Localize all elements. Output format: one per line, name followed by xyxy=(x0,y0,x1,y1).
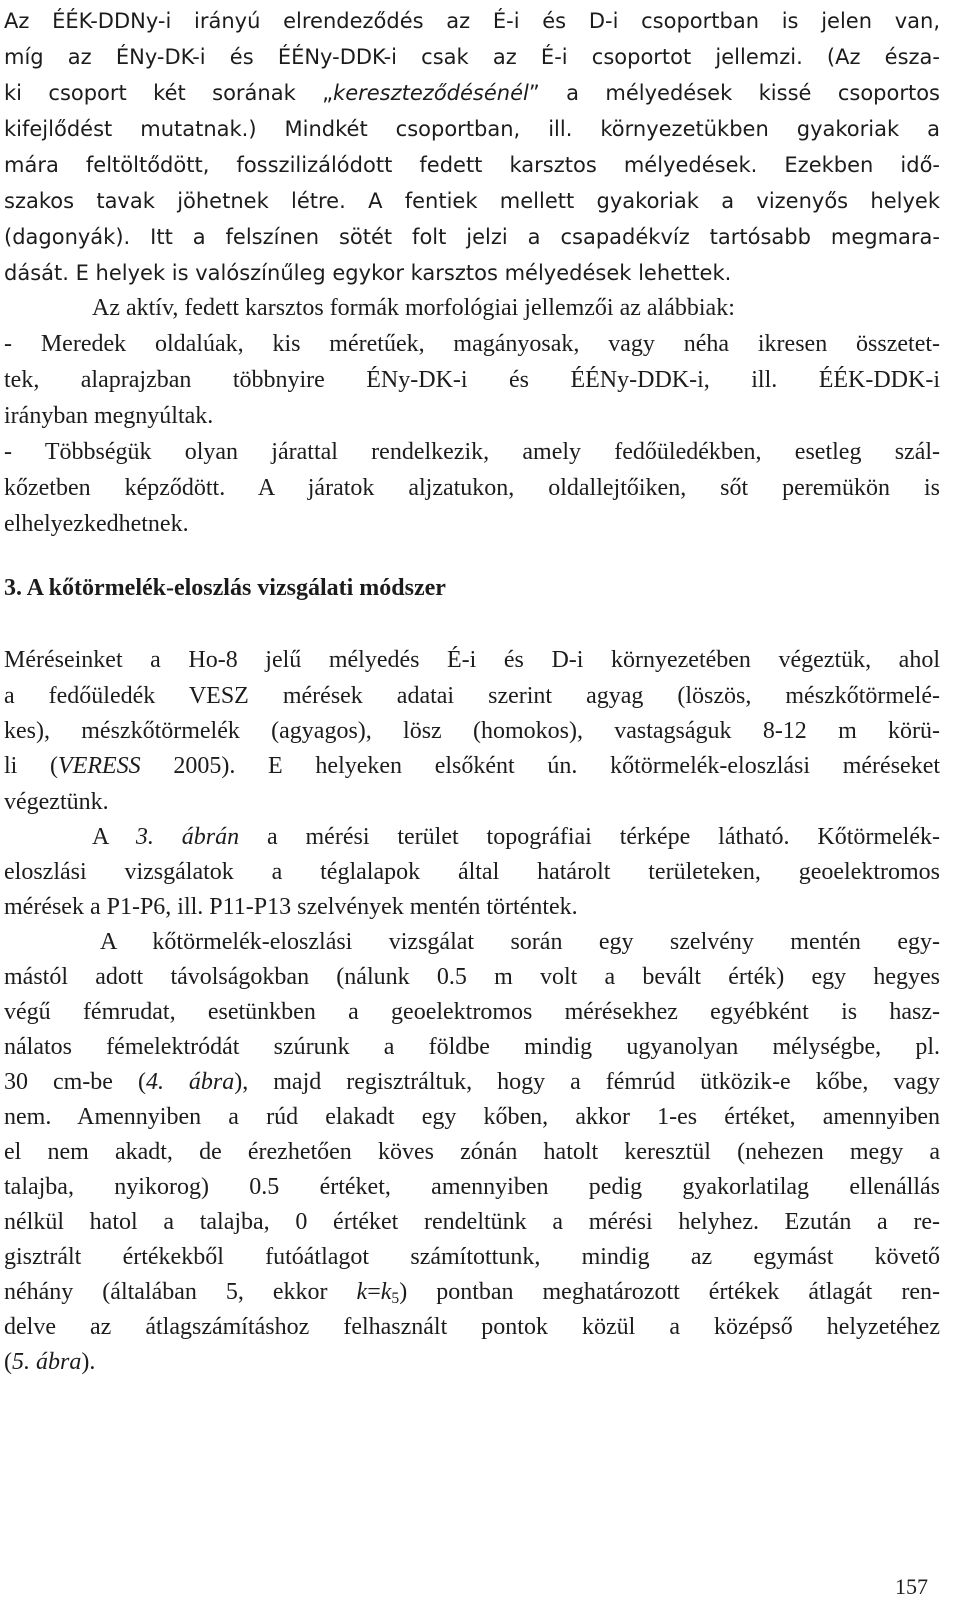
text-line: a fedőüledék VESZ mérések adatai szerint agyag (löszös, mészkőtörmelé- xyxy=(4,683,940,709)
text-line: el nem akadt, de érezhetően köves zónán hatolt keresztül (nehezen megy a xyxy=(4,1139,940,1165)
text-line: - Meredek oldalúak, kis méretűek, magányosak, vagy néha ikresen összetet- xyxy=(4,331,940,357)
text-line: tek, alaprajzban többnyire ÉNy-DK-i és ÉÉNy-DDK-i, ill. ÉÉK-DDK-i xyxy=(4,367,940,393)
text-line: talajba, nyikorog) 0.5 értéket, amennyiben pedig gyakorlatilag ellenállás xyxy=(4,1174,940,1200)
text-line: gisztrált értékekből futóátlagot számítottunk, mindig az egymást követő xyxy=(4,1244,940,1270)
text-line: Az ÉÉK-DDNy-i irányú elrendeződés az É-i és D-i csoportban is jelen van, xyxy=(4,9,940,33)
text-line: (dagonyák). Itt a felszínen sötét folt jelzi a csapadékvíz tartósabb megmara- xyxy=(4,225,940,249)
text-line: li (VERESS 2005). E helyeken elsőként ún. kőtörmelék-eloszlási méréseket xyxy=(4,753,941,779)
section-heading: 3. A kőtörmelék-eloszlás vizsgálati módszer xyxy=(4,575,446,601)
text-line: kes), mészkőtörmelék (agyagos), lösz (homokos), vastagságuk 8-12 m körü- xyxy=(4,718,940,744)
text-line: végeztünk. xyxy=(4,789,109,815)
text-line: mástól adott távolságokban (nálunk 0.5 m volt a bevált érték) egy hegyes xyxy=(4,964,940,990)
text-line: mára feltöltődött, fosszilizálódott fedett karsztos mélyedések. Ezekben idő- xyxy=(4,153,940,177)
text-line: nem. Amennyiben a rúd elakadt egy kőben, akkor 1-es értéket, amennyiben xyxy=(4,1104,940,1130)
text-line: végű fémrudat, esetünkben a geoelektromos mérésekhez egyébként is hasz- xyxy=(4,999,940,1025)
text-line: A kőtörmelék-eloszlási vizsgálat során egy szelvény mentén egy- xyxy=(100,929,940,955)
text-line: elhelyezkedhetnek. xyxy=(4,511,189,537)
text-line: eloszlási vizsgálatok a téglalapok által határolt területeken, geoelektromos xyxy=(4,859,940,885)
text-line: delve az átlagszámításhoz felhasznált pontok közül a középső helyzetéhez xyxy=(4,1314,940,1340)
text-line: irányban megnyúltak. xyxy=(4,403,214,429)
text-line: Az aktív, fedett karsztos formák morfológiai jellemzői az alábbiak: xyxy=(92,295,735,321)
text-line: Méréseinket a Ho-8 jelű mélyedés É-i és D-i környezetében végeztük, ahol xyxy=(4,647,940,673)
text-line: - Többségük olyan járattal rendelkezik, amely fedőüledékben, esetleg szál- xyxy=(4,439,940,465)
text-line: míg az ÉNy-DK-i és ÉÉNy-DDK-i csak az É-i csoportot jellemzi. (Az észa- xyxy=(4,45,940,69)
text-line: dását. E helyek is valószínűleg egykor karsztos mélyedések lehettek. xyxy=(4,261,732,285)
text-line: nálatos fémelektródát szúrunk a földbe mindig ugyanolyan mélységbe, pl. xyxy=(4,1034,940,1060)
text-line: kifejlődést mutatnak.) Mindkét csoportban, ill. környezetükben gyakoriak a xyxy=(4,117,940,141)
text-line: 30 cm-be (4. ábra), majd regisztráltuk, hogy a fémrúd ütközik-e kőbe, vagy xyxy=(4,1069,940,1095)
text-line: kőzetben képződött. A járatok aljzatukon, oldallejtőiken, sőt peremükön is xyxy=(4,475,940,501)
text-line: A 3. ábrán a mérési terület topográfiai térképe látható. Kőtörmelék- xyxy=(92,824,940,850)
text-line: szakos tavak jöhetnek létre. A fentiek mellett gyakoriak a vizenyős helyek xyxy=(4,189,940,213)
text-line: (5. ábra). xyxy=(4,1349,96,1375)
text-line: ki csoport két sorának „kereszteződésénél” a mélyedések kissé csoportos xyxy=(4,81,940,105)
text-line: néhány (általában 5, ekkor $k=k_5$) pontban meghatározott értékek átlagát ren- xyxy=(4,1279,940,1307)
text-line: nélkül hatol a talajba, 0 értéket rendeltünk a mérési helyhez. Ezután a re- xyxy=(4,1209,940,1235)
text-line: mérések a P1-P6, ill. P11-P13 szelvények mentén történtek. xyxy=(4,894,578,920)
page-number: 157 xyxy=(895,1574,928,1599)
